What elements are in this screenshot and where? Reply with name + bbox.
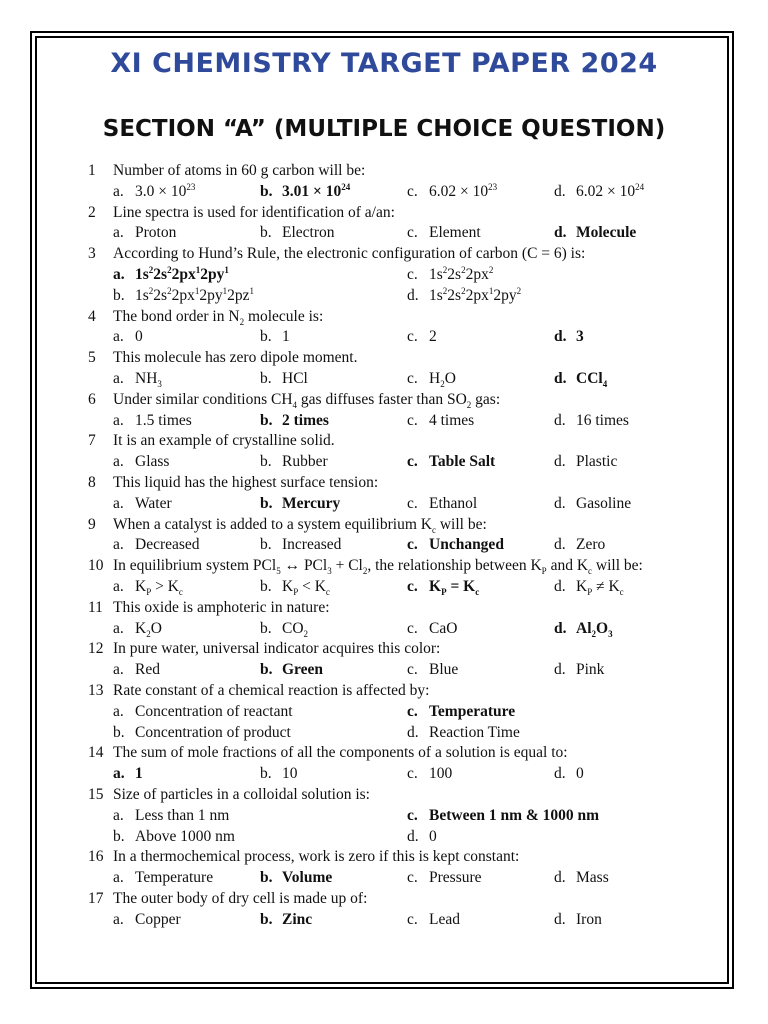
option-letter: d. [554, 765, 566, 783]
options-row [88, 369, 688, 390]
option-text: 16 times [576, 411, 629, 429]
options-row [88, 577, 688, 598]
option-b [260, 223, 335, 244]
option-text: Reaction Time [429, 723, 520, 741]
options-row [88, 223, 688, 244]
option-c [407, 265, 493, 286]
option-letter: d. [554, 182, 566, 200]
option-text: Proton [135, 224, 177, 242]
option-text: 2 times [282, 411, 329, 429]
option-a [113, 868, 213, 889]
options-row [88, 910, 688, 931]
option-letter: a. [113, 577, 124, 595]
option-d [554, 369, 607, 390]
question-text: Under similar conditions $CH_4$ gas diffuses faster than $SO_2$ gas: [113, 390, 501, 410]
option-letter: a. [113, 328, 124, 346]
option-letter: a. [113, 702, 124, 720]
option-b [260, 369, 308, 390]
option-letter: d. [554, 661, 566, 679]
question-number: 8 [88, 473, 96, 491]
option-text: Volume [282, 869, 333, 887]
option-a [113, 702, 293, 723]
option-b [113, 286, 254, 307]
option-a [113, 910, 181, 931]
option-letter: c. [407, 411, 418, 429]
option-c [407, 868, 482, 889]
option-text: Mass [576, 869, 609, 887]
option-c [407, 535, 504, 556]
option-b [260, 411, 329, 432]
question-number: 15 [88, 785, 104, 803]
option-letter: a. [113, 369, 124, 387]
question-text: In pure water, universal indicator acquires this color: [113, 640, 441, 658]
option-letter: a. [113, 411, 124, 429]
option-text: Plastic [576, 453, 618, 471]
option-letter: b. [260, 577, 272, 595]
option-b [260, 660, 323, 681]
option-text: $3.0 \times 10^{23}$ [135, 181, 196, 200]
option-text: Green [282, 661, 324, 679]
option-text: $K_2O$ [135, 619, 162, 639]
question-number: 7 [88, 432, 96, 450]
option-text: $6.02 \times 10^{24}$ [576, 181, 645, 200]
question-number: 5 [88, 349, 96, 367]
question-1 [88, 161, 688, 182]
option-text: Element [429, 224, 481, 242]
options-row [88, 535, 688, 556]
option-letter: a. [113, 806, 124, 824]
option-text: Temperature [429, 702, 516, 720]
option-text: Ethanol [429, 494, 478, 512]
option-letter: b. [260, 910, 273, 928]
option-text: $6.02 \times 10^{23}$ [429, 181, 498, 200]
options-row [88, 764, 688, 785]
option-b [113, 827, 235, 848]
option-a [113, 411, 192, 432]
option-b [260, 452, 328, 473]
option-letter: c. [407, 702, 418, 720]
option-text: $Al_2O_3$ [576, 619, 613, 639]
option-letter: c. [407, 869, 418, 887]
option-letter: c. [407, 369, 418, 387]
options-row [88, 182, 688, 203]
question-2 [88, 203, 688, 224]
options-row [88, 660, 688, 681]
question-17 [88, 889, 688, 910]
option-c [407, 223, 481, 244]
option-letter: b. [260, 619, 272, 637]
option-text: $K_P > K_c$ [135, 577, 183, 598]
option-c [407, 660, 458, 681]
option-a [113, 182, 195, 203]
options-row [88, 619, 688, 640]
option-d [554, 660, 604, 681]
option-letter: c. [407, 182, 418, 200]
option-text: $1s^22s^22px^12py^12pz^1$ [135, 285, 254, 304]
option-text: Gasoline [576, 494, 632, 512]
option-b [113, 723, 291, 744]
option-letter: a. [113, 182, 124, 200]
option-d [554, 327, 584, 348]
question-text: It is an example of crystalline solid. [113, 432, 335, 450]
question-9 [88, 515, 688, 536]
question-number: 9 [88, 515, 96, 533]
option-text: Molecule [576, 224, 637, 242]
question-5 [88, 348, 688, 369]
option-letter: c. [407, 910, 418, 928]
question-text: The sum of mole fractions of all the components of a solution is equal to: [113, 744, 568, 762]
option-b [260, 494, 340, 515]
option-text: Zero [576, 536, 606, 554]
option-text: $H_2O$ [429, 369, 456, 390]
option-d [554, 452, 617, 473]
option-text: 0 [576, 765, 584, 783]
option-text: Concentration of product [135, 723, 291, 741]
option-text: Pink [576, 661, 605, 679]
option-c [407, 619, 457, 640]
option-text: 3 [576, 328, 584, 346]
option-text: Lead [429, 910, 460, 928]
option-text: Concentration of reactant [135, 702, 293, 720]
option-letter: a. [113, 661, 124, 679]
option-c [407, 411, 474, 432]
option-text: Above 1000 nm [135, 827, 235, 845]
options-row [88, 723, 688, 744]
question-10 [88, 556, 688, 577]
question-number: 2 [88, 203, 96, 221]
option-letter: d. [407, 286, 419, 304]
option-c [407, 806, 599, 827]
option-letter: a. [113, 619, 124, 637]
question-text: The outer body of dry cell is made up of: [113, 889, 368, 907]
option-a [113, 265, 229, 286]
option-b [260, 619, 308, 640]
option-a [113, 535, 200, 556]
option-text: $1s^22s^22px^12py^1$ [135, 264, 229, 283]
question-6 [88, 390, 688, 411]
option-letter: d. [554, 369, 567, 387]
option-letter: b. [260, 328, 272, 346]
options-row [88, 806, 688, 827]
option-letter: c. [407, 806, 418, 824]
option-letter: c. [407, 536, 418, 554]
paper-title: XI CHEMISTRY TARGET PAPER 2024 [110, 48, 658, 79]
option-text: Red [135, 661, 160, 679]
option-letter: d. [407, 827, 419, 845]
option-letter: d. [554, 619, 567, 637]
option-b [260, 868, 332, 889]
option-letter: a. [113, 494, 124, 512]
option-letter: a. [113, 453, 124, 471]
question-4 [88, 307, 688, 328]
option-a [113, 452, 169, 473]
option-c [407, 182, 497, 203]
option-text: 4 times [429, 411, 475, 429]
option-a [113, 764, 143, 785]
option-text: 1 [135, 765, 143, 783]
option-text: CCl$_4$ [576, 369, 608, 390]
option-text: Between 1 nm & 1000 nm [429, 806, 600, 824]
option-text: $K_P \ne K_c$ [576, 577, 624, 598]
option-c [407, 452, 495, 473]
option-text: Table Salt [429, 453, 496, 471]
option-b [260, 910, 312, 931]
section-title: SECTION “A” (MULTIPLE CHOICE QUESTION) [102, 116, 666, 142]
option-letter: a. [113, 910, 124, 928]
option-text: Less than 1 nm [135, 806, 230, 824]
option-letter: c. [407, 328, 418, 346]
question-text: Number of atoms in 60 g carbon will be: [113, 162, 366, 179]
option-c [407, 494, 477, 515]
option-d [407, 723, 520, 744]
option-b [260, 535, 341, 556]
option-letter: c. [407, 661, 418, 679]
question-number: 14 [88, 744, 104, 762]
options-row [88, 868, 688, 889]
option-d [554, 577, 624, 598]
option-text: 100 [429, 765, 453, 783]
question-text: In a thermochemical process, work is zero if this is kept constant: [113, 848, 520, 866]
options-row [88, 702, 688, 723]
option-letter: a. [113, 536, 124, 554]
question-3 [88, 244, 688, 265]
option-text: $1s^22s^22px^12py^2$ [429, 285, 522, 304]
option-letter: b. [260, 661, 273, 679]
option-c [407, 327, 437, 348]
question-14 [88, 743, 688, 764]
question-number: 4 [88, 307, 96, 325]
option-text: Unchanged [429, 536, 504, 554]
question-text: When a catalyst is added to a system equilibrium $K_c$ will be: [113, 515, 487, 535]
option-letter: d. [554, 411, 566, 429]
options-row [88, 827, 688, 848]
option-letter: d. [554, 494, 566, 512]
question-15 [88, 785, 688, 806]
option-text: Iron [576, 910, 602, 928]
option-b [260, 182, 350, 203]
options-row [88, 327, 688, 348]
option-letter: b. [260, 765, 272, 783]
options-row [88, 265, 688, 286]
question-12 [88, 639, 688, 660]
question-number: 13 [88, 681, 104, 699]
option-letter: b. [113, 286, 125, 304]
option-text: 1 [282, 328, 290, 346]
option-text: $K_P = K_c$ [429, 577, 480, 598]
option-text: Temperature [135, 869, 214, 887]
question-number: 12 [88, 640, 104, 658]
option-letter: c. [407, 494, 418, 512]
option-text: Pressure [429, 869, 482, 887]
question-13 [88, 681, 688, 702]
option-b [260, 577, 330, 598]
question-7 [88, 431, 688, 452]
option-letter: d. [407, 723, 419, 741]
option-a [113, 327, 143, 348]
option-d [554, 182, 644, 203]
question-text: According to Hund’s Rule, the electronic configuration of carbon (C = 6) is: [113, 245, 586, 263]
question-number: 1 [88, 162, 96, 179]
option-text: Water [135, 494, 172, 512]
option-c [407, 764, 452, 785]
question-text: In equilibrium system PCl$_5$ ↔ $PCl_3 + Cl_2$, the relationship between $K_P$ and $K_c$ will be: [113, 557, 643, 577]
option-letter: b. [260, 494, 273, 512]
option-letter: b. [260, 869, 273, 887]
option-d [554, 494, 631, 515]
question-list [88, 161, 688, 930]
option-text: $3.01 \times 10^{24}$ [282, 181, 351, 200]
option-a [113, 369, 162, 390]
option-text: Blue [429, 661, 459, 679]
question-number: 10 [88, 557, 104, 575]
option-a [113, 660, 160, 681]
options-row [88, 286, 688, 307]
option-d [407, 827, 437, 848]
option-text: Glass [135, 453, 170, 471]
option-d [554, 619, 613, 640]
question-number: 17 [88, 889, 104, 907]
option-letter: b. [113, 723, 125, 741]
option-letter: a. [113, 869, 124, 887]
option-d [554, 910, 602, 931]
option-letter: c. [407, 619, 418, 637]
option-text: $CO_2$ [282, 619, 309, 639]
option-d [554, 764, 584, 785]
question-text: This oxide is amphoteric in nature: [113, 598, 330, 616]
question-text: Size of particles in a colloidal solution is: [113, 785, 370, 803]
options-row [88, 494, 688, 515]
question-text: This liquid has the highest surface tension: [113, 473, 379, 491]
question-16 [88, 847, 688, 868]
option-letter: b. [260, 224, 272, 242]
option-text: $NH_3$ [135, 369, 162, 390]
option-letter: c. [407, 453, 418, 471]
option-text: Copper [135, 910, 181, 928]
option-text: Increased [282, 536, 342, 554]
option-d [554, 868, 609, 889]
option-text: $1s^22s^22px^2$ [429, 264, 494, 283]
option-text: $K_P < K_c$ [282, 577, 330, 598]
option-letter: b. [113, 827, 125, 845]
question-text: Line spectra is used for identification of a/an: [113, 203, 395, 221]
option-text: Electron [282, 224, 335, 242]
options-row [88, 411, 688, 432]
option-letter: d. [554, 577, 566, 595]
option-letter: d. [554, 328, 567, 346]
option-letter: d. [554, 453, 566, 471]
option-letter: b. [260, 411, 273, 429]
option-text: 2 [429, 328, 437, 346]
question-number: 16 [88, 848, 104, 866]
option-text: 10 [282, 765, 298, 783]
question-text: The bond order in $N_2$ molecule is: [113, 307, 324, 327]
option-letter: b. [260, 453, 272, 471]
question-number: 6 [88, 390, 96, 408]
option-letter: c. [407, 265, 418, 283]
option-letter: d. [554, 224, 567, 242]
option-letter: d. [554, 869, 566, 887]
question-number: 11 [88, 598, 103, 616]
options-row [88, 452, 688, 473]
option-text: Decreased [135, 536, 200, 554]
question-11 [88, 598, 688, 619]
option-a [113, 619, 162, 640]
option-d [554, 223, 636, 244]
question-text: Rate constant of a chemical reaction is affected by: [113, 681, 430, 699]
option-a [113, 806, 229, 827]
option-c [407, 577, 479, 598]
option-letter: c. [407, 224, 418, 242]
option-text: 0 [429, 827, 437, 845]
option-text: CaO [429, 619, 458, 637]
option-text: HCl [282, 369, 308, 387]
question-text: This molecule has zero dipole moment. [113, 349, 358, 367]
option-a [113, 577, 183, 598]
option-letter: c. [407, 577, 418, 595]
option-letter: d. [554, 536, 566, 554]
option-text: Rubber [282, 453, 328, 471]
option-letter: a. [113, 765, 125, 783]
option-letter: b. [260, 536, 272, 554]
option-d [407, 286, 521, 307]
option-letter: b. [260, 182, 273, 200]
option-text: 1.5 times [135, 411, 192, 429]
option-c [407, 369, 456, 390]
option-d [554, 411, 629, 432]
option-text: 0 [135, 328, 143, 346]
option-c [407, 702, 515, 723]
option-a [113, 223, 176, 244]
option-d [554, 535, 605, 556]
option-letter: b. [260, 369, 272, 387]
option-c [407, 910, 460, 931]
option-text: Zinc [282, 910, 313, 928]
option-letter: d. [554, 910, 566, 928]
option-letter: c. [407, 765, 418, 783]
question-8 [88, 473, 688, 494]
option-letter: a. [113, 224, 124, 242]
option-b [260, 764, 298, 785]
question-number: 3 [88, 245, 96, 263]
option-letter: a. [113, 265, 125, 283]
option-a [113, 494, 172, 515]
option-text: Mercury [282, 494, 341, 512]
option-b [260, 327, 290, 348]
